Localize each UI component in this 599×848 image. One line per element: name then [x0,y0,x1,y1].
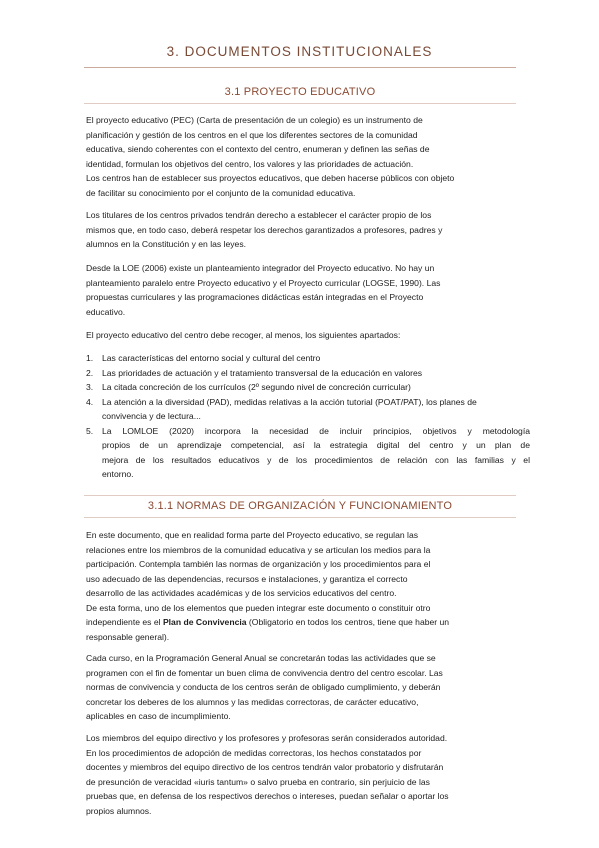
text-line: La LOMLOE (2020) incorpora la necesidad de incluir principios, objetivos y metodología [102,425,530,436]
text-line: concretar los deberes de los alumnos y las medidas correctoras, de carácter educativo, [86,696,419,707]
section-heading-3-1 [84,86,516,98]
section-heading-3-1-text: 3.1 PROYECTO EDUCATIVO [224,86,376,98]
text-line-with-bold [86,615,518,630]
paragraph-autoridad [86,731,518,818]
text-line: participación. Contempla también las normas de organización y los procedimientos para el [86,559,431,569]
plan-convivencia-bold: Plan de Convivencia [162,617,247,627]
text-line: de facilitar su conocimiento por el conjunto de la comunidad educativa. [86,187,356,198]
paragraph-pec-definition [86,113,518,200]
text-line: Los centros han de establecer sus proyectos educativos, que deben hacerse públicos con objeto [86,173,455,183]
list-number: 2. [86,367,94,378]
section-heading-overline [84,495,516,496]
text-line: La citada concreción de los currículos (2º segundo nivel de concreción curricular) [102,382,411,392]
list-item [86,366,530,381]
text-fragment: (Obligatorio en todos los centros, tiene que haber un [246,617,450,627]
text-line: entorno. [102,469,134,479]
paragraph-loe [86,261,518,319]
text-line: propios alumnos. [86,805,152,816]
text-line: educativa, siendo coherentes con el contexto del centro, enumeran y definen las señas de [86,144,430,154]
text-line: responsable general). [86,631,170,642]
paragraph-pga [86,651,518,724]
paragraph-private-centers [86,208,518,252]
list-item [86,395,530,424]
text-line: La atención a la diversidad (PAD), medidas relativas a la acción tutorial (POAT/PAT), los planes de [102,396,477,407]
text-line: Los miembros del equipo directivo y los profesores y profesoras serán considerados autoridad. [86,733,448,743]
text-line: identidad, formulan los objetivos del centro, los valores y las prioridades de actuación. [86,158,414,169]
apartados-list [86,351,530,482]
section-heading-3-1-1-text: 3.1.1 NORMAS DE ORGANIZACIÓN Y FUNCIONAMIENTO [147,500,453,512]
section-heading-underline [84,103,516,104]
list-item [86,380,530,395]
text-line: propios de un aprendizaje competencial, así la estrategia digital del centro y un plan de [102,440,530,450]
text-line: Desde la LOE (2006) existe un planteamiento integrador del Proyecto educativo. No hay un [86,263,435,273]
section-heading-underline [84,517,516,518]
text-line: propuestas curriculares y las programaciones didácticas están integradas en el Proyecto [86,292,424,302]
list-item [86,351,530,366]
text-line: En este documento, que en realidad forma parte del Proyecto educativo, se regulan las [86,530,419,540]
text-line: educativo. [86,306,126,317]
text-line: desarrollo de las actividades académicas y de los servicios educativos del centro. [86,588,397,598]
text-line: mejora de los resultados educativos y de los procedimientos de relación con las familias y el [102,454,530,465]
text-line: convivencia y de lectura... [102,411,201,421]
chapter-title: 3. DOCUMENTOS INSTITUCIONALES [166,44,433,59]
text-line: pruebas que, en defensa de los respectivos derechos o intereses, puedan señalar o aportar los [86,791,449,801]
text-line: Los titulares de los centros privados tendrán derecho a establecer el carácter propio de los [86,210,432,220]
text-fragment: independiente es el [86,617,163,627]
text-line: mismos que, en todo caso, deberá respetar los derechos garantizados a profesores, padres y [86,224,443,235]
text-line: alumnos en la Constitución y en las leyes. [86,239,247,249]
text-line: docentes y miembros del equipo directivo de los centros tendrán valor probatorio y disfrutarán [86,762,444,772]
list-number: 3. [86,382,94,392]
text-line: programen con el fin de fomentar un buen clima de convivencia dentro del centro escolar. Las [86,667,443,678]
text-line: Las prioridades de actuación y el tratamiento transversal de la educación en valores [102,367,423,378]
text-line: normas de convivencia y conducta de los centros serán de obligado cumplimiento, y deberán [86,682,441,692]
paragraph-nof [86,528,518,644]
list-number: 5. [86,425,94,436]
text-line: Las características del entorno social y cultural del centro [102,353,321,363]
title-divider [84,67,516,68]
text-line: El proyecto educativo del centro debe recoger, al menos, los siguientes apartados: [86,330,401,340]
text-line: En los procedimientos de adopción de medidas correctoras, los hechos constatados por [86,747,422,758]
text-line: aplicables en caso de incumplimiento. [86,711,231,721]
text-line: Cada curso, en la Programación General Anual se concretarán todas las actividades que se [86,653,436,663]
text-line: planificación y gestión de los centros en el que los diferentes sectores de la comunidad [86,129,418,140]
paragraph-list-intro [86,328,518,343]
text-line: de presunción de veracidad «iuris tantum» o salvo prueba en contrario, sin perjuicio de las [86,776,430,787]
text-line: uso adecuado de las dependencias, recursos e instalaciones, y garantiza el correcto [86,573,408,584]
list-number: 4. [86,396,94,407]
text-line: El proyecto educativo (PEC) (Carta de presentación de un colegio) es un instrumento de [86,115,423,125]
text-line: De esta forma, uno de los elementos que pueden integrar este documento o constituir otro [86,602,431,613]
list-item [86,424,530,482]
text-line: planteamiento paralelo entre Proyecto educativo y el Proyecto curricular (LOGSE, 1990). Las [86,277,441,288]
section-heading-3-1-1 [84,500,516,512]
text-line: relaciones entre los miembros de la comunidad educativa y se articulan los medios para la [86,544,431,555]
list-number: 1. [86,353,94,363]
